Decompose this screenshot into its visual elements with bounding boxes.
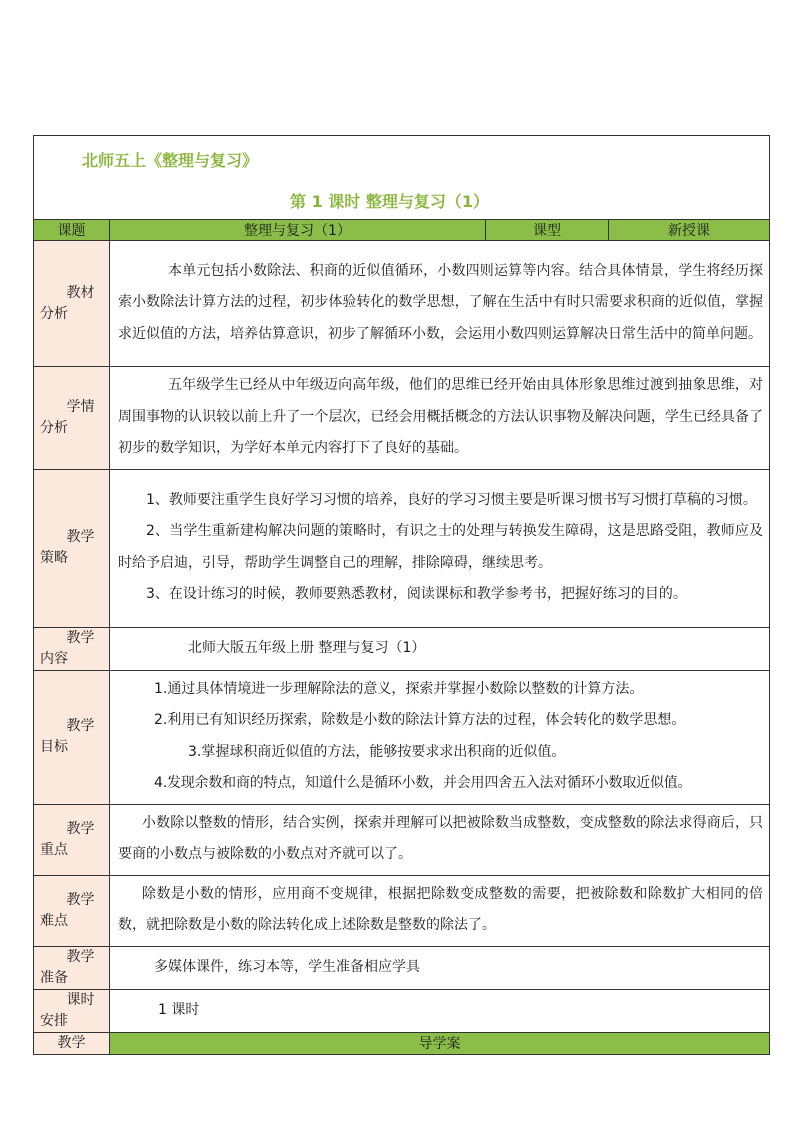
section-paragraph: 1 课时 — [158, 1002, 200, 1018]
section-content — [110, 804, 770, 875]
section-label — [34, 989, 110, 1032]
section-label-line2: 安排 — [40, 1012, 68, 1029]
lesson-subtitle: 第 1 课时 整理与复习（1） — [290, 192, 489, 211]
section-content — [110, 670, 770, 804]
section-paragraph: 除数是小数的情形，应用商不变规律，根据把除数变成整数的需要，把被除数和除数扩大相同的倍数，就把除数是小数的除法转化成上述除数是整数的除法了。 — [118, 885, 764, 933]
title-cell — [34, 136, 770, 220]
type-value: 新授课 — [609, 220, 770, 241]
section-paragraph: 3、在设计练习的时候，教师要熟悉教材，阅读课标和教学参考书，把握好练习的目的。 — [146, 586, 687, 602]
section-label-line2: 准备 — [40, 969, 68, 986]
section-row — [34, 469, 770, 627]
section-paragraph: 小数除以整数的情形，结合实例，探索并理解可以把被除数当成整数，变成整数的除法求得商后，只要商的小数点与被除数的小数点对齐就可以了。 — [118, 814, 764, 862]
section-content — [110, 875, 770, 946]
document-title: 北师五上《整理与复习》 — [82, 151, 259, 170]
section-paragraph: 2、当学生重新建构解决问题的策略时，有识之士的处理与转换发生障碍，这是思路受阻，教师应及时给予启迪，引导，帮助学生调整自己的理解，排除障碍，继续思考。 — [118, 523, 764, 571]
lesson-plan — [33, 135, 769, 1055]
title-row — [34, 136, 770, 220]
section-label — [34, 627, 110, 670]
section-content — [110, 241, 770, 367]
section-label-line2: 策略 — [40, 550, 68, 566]
section-paragraph: 2.利用已有知识经历探索，除数是小数的除法计算方法的过程，体会转化的数学思想。 — [154, 712, 686, 728]
section-label-line1: 教材 — [66, 284, 95, 301]
footer-label: 教学 — [34, 1032, 110, 1054]
section-row — [34, 627, 770, 670]
section-label — [34, 670, 110, 804]
section-row — [34, 670, 770, 804]
section-row — [34, 241, 770, 367]
section-row — [34, 875, 770, 946]
section-row — [34, 946, 770, 989]
section-label-line1: 教学 — [66, 629, 95, 646]
section-paragraph: 北师大版五年级上册 整理与复习（1） — [188, 640, 426, 656]
footer-row — [34, 1032, 770, 1054]
section-label-line2: 难点 — [40, 912, 68, 929]
section-label-line1: 教学 — [66, 529, 95, 545]
section-label-line1: 教学 — [66, 718, 95, 734]
section-label-line2: 目标 — [40, 739, 68, 755]
section-label — [34, 875, 110, 946]
section-content — [110, 946, 770, 989]
section-row — [34, 804, 770, 875]
section-label — [34, 946, 110, 989]
section-paragraph: 多媒体课件，练习本等，学生准备相应学具 — [154, 959, 420, 975]
section-row — [34, 367, 770, 470]
section-paragraph: 本单元包括小数除法、积商的近似值循环，小数四则运算等内容。结合具体情景，学生将经历探索小数除法计算方法的过程，初步体验转化的数学思想，了解在生活中有时只需要求积商的近似值，掌握求近似值的方法，培养估算意识，初步了解循环小数，会运用小数四则运算解决日常生活中的简单问题。 — [118, 262, 764, 342]
section-label — [34, 241, 110, 367]
section-paragraph: 1、教师要注重学生良好学习习惯的培养，良好的学习习惯主要是听课习惯书写习惯打草稿的习惯。 — [146, 491, 757, 508]
section-paragraph: 3.掌握球积商近似值的方法，能够按要求求出积商的近似值。 — [188, 743, 566, 760]
section-label-line2: 分析 — [40, 305, 68, 322]
section-label-line1: 学情 — [66, 398, 95, 415]
section-label — [34, 469, 110, 627]
section-label-line2: 分析 — [40, 419, 68, 436]
section-row — [34, 989, 770, 1032]
section-content — [110, 367, 770, 470]
section-label — [34, 367, 110, 470]
section-content — [110, 627, 770, 670]
section-label-line1: 课时 — [66, 991, 95, 1008]
section-content — [110, 469, 770, 627]
section-label-line1: 教学 — [66, 820, 95, 837]
topic-value: 整理与复习（1） — [110, 220, 486, 241]
type-label: 课型 — [486, 220, 609, 241]
topic-label: 课题 — [34, 220, 110, 241]
section-label-line2: 内容 — [40, 650, 68, 667]
section-label-line1: 教学 — [66, 891, 95, 908]
section-paragraph: 1.通过具体情境进一步理解除法的意义，探索并掌握小数除以整数的计算方法。 — [154, 680, 644, 697]
lesson-plan-table — [33, 135, 770, 1055]
section-label-line1: 教学 — [66, 948, 95, 965]
section-paragraph: 五年级学生已经从中年级迈向高年级，他们的思维已经开始由具体形象思维过渡到抽象思维，对周围事物的认识较以前上升了一个层次，已经会用概括概念的方法认识事物及解决问题，学生已经具备了初步的数学知识，为学好本单元内容打下了良好的基础。 — [118, 377, 764, 456]
section-label-line2: 重点 — [40, 841, 68, 858]
section-label — [34, 804, 110, 875]
section-paragraph: 4.发现余数和商的特点，知道什么是循环小数，并会用四舍五入法对循环小数取近似值。 — [154, 775, 692, 791]
topic-row — [34, 220, 770, 241]
footer-value: 导学案 — [110, 1032, 770, 1054]
section-content — [110, 989, 770, 1032]
